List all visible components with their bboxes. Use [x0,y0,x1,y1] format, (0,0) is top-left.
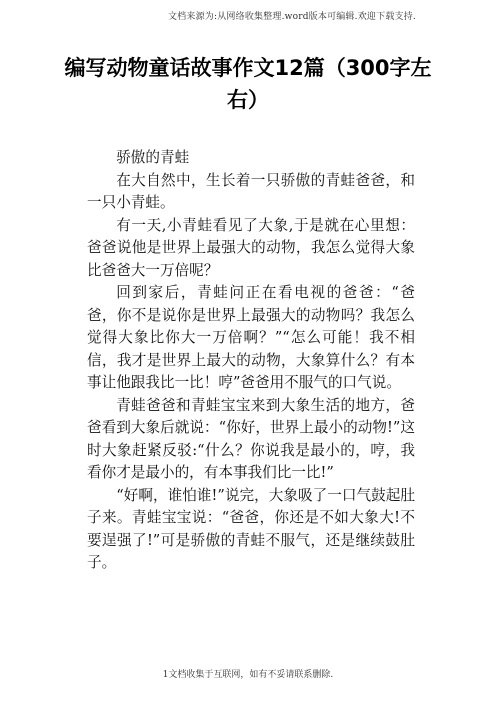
document-title: 编写动物童话故事作文12篇（300字左右） [64,56,432,112]
paragraph: “好啊，谁怕谁!”说完，大象吸了一口气鼓起肚子来。青蛙宝宝说：“爸爸，你还是不如大象大!不要逞强了!”可是骄傲的青蛙不服气，还是继续鼓肚子。 [87,486,415,571]
paragraph: 青蛙爸爸和青蛙宝宝来到大象生活的地方，爸爸看到大象后就说：“你好，世界上最小的动物!”这时大象赶紧反驳:“什么？你说我是最小的，哼，我看你才是最小的，有本事我们比一比!” [87,396,415,481]
page-header: 文档来源为:从网络收集整理.word版本可编辑.欢迎下载支持. [167,12,416,22]
document-body [87,147,415,575]
paragraph: 回到家后，青蛙问正在看电视的爸爸：“爸爸，你不是说你是世界上最强大的动物吗？我怎么觉得大象比你大一万倍啊？”“怎么可能！我不相信，我才是世界上最大的动物，大象算什么？有本事让他跟我比一比！哼”爸爸用不服气的口气说。 [87,284,415,391]
story-heading: 骄傲的青蛙 [116,149,190,166]
paragraph: 有一天,小青蛙看见了大象,于是就在心里想：爸爸说他是世界上最强大的动物，我怎么觉得大象比爸爸大一万倍呢？ [87,216,415,279]
paragraph: 在大自然中，生长着一只骄傲的青蛙爸爸，和一只小青蛙。 [87,171,415,211]
page-footer: 1文档收集于互联网，如有不妥请联系删除. [162,670,334,680]
